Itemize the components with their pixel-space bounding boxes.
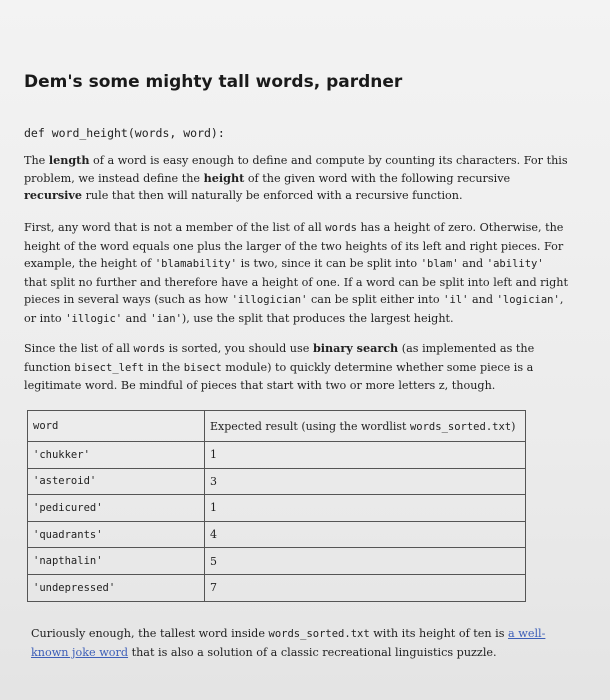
word-cell: 'asteroid' [28, 468, 205, 495]
table-row [28, 495, 526, 522]
result-cell: 1 [205, 495, 526, 522]
joke-word-link[interactable]: a well-known joke word [31, 627, 546, 659]
table-row [28, 442, 526, 469]
paragraph-length-height: The length of a word is easy enough to define and compute by counting its characters. For this problem, we instead define the height of the given word with the following recursive recursive rule that then will naturally be enforced with a recursive function. [24, 153, 568, 203]
table-row [28, 468, 526, 495]
header-word: word [28, 411, 205, 442]
result-cell: 4 [205, 521, 526, 548]
page-title: Dem's some mighty tall words, pardner [24, 72, 403, 92]
table-row [28, 521, 526, 548]
word-cell: 'chukker' [28, 442, 205, 469]
table-row [28, 574, 526, 601]
footer-paragraph: Curiously enough, the tallest word inside words_sorted.txt with its height of ten is a well-known joke word that is also a solution of a classic recreational linguistics puzzle. [31, 627, 546, 659]
word-cell: 'napthalin' [28, 548, 205, 575]
header-expected-result: Expected result (using the wordlist words_sorted.txt) [205, 411, 526, 442]
expected-results-table [27, 410, 526, 602]
result-cell: 5 [205, 548, 526, 575]
word-cell: 'undepressed' [28, 574, 205, 601]
result-cell: 1 [205, 442, 526, 469]
function-signature: def word_height(words, word): [24, 126, 225, 140]
paragraph-height-definition: First, any word that is not a member of the list of all words has a height of zero. Otherwise, the height of the word equals one plus the larger of the two heights of its left and right pieces. For example, the height of 'blamability' is two, since it can be split into 'blam' and 'ability' that split no further and therefore have a height of one. If a word can be split into left and right pieces in several ways (such as how 'illogician' can be split either into 'il' and 'logician', or into 'illogic' and 'ian'), use the split that produces the largest height. [24, 221, 568, 325]
table-row [28, 548, 526, 575]
table-header-row [28, 411, 526, 442]
result-cell: 7 [205, 574, 526, 601]
result-cell: 3 [205, 468, 526, 495]
word-cell: 'quadrants' [28, 521, 205, 548]
paragraph-binary-search: Since the list of all words is sorted, you should use binary search (as implemented as the function bisect_left in the bisect module) to quickly determine whether some piece is a legitimate word. Be mindful of pieces that start with two or more letters z, though. [24, 341, 535, 393]
word-cell: 'pedicured' [28, 495, 205, 522]
